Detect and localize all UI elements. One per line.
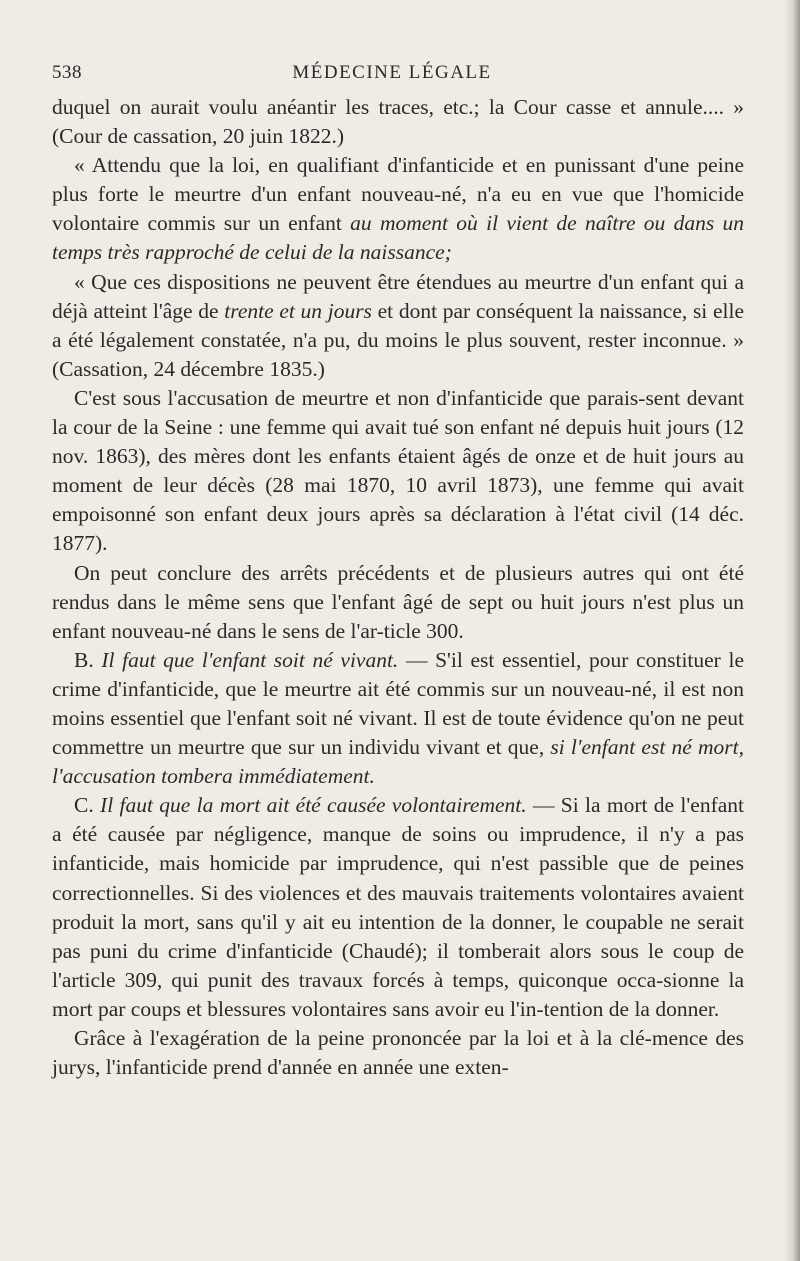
paragraph-6-text: — S'il est essentiel, pour constituer le crime d'infanticide, que le meurtre ait été commis sur un nouveau-né, il est non moins essentiel que l'enfant soit né vivant. Il est de toute évidence qu'on ne peut commettre un meurtre que sur un individu vivant et que,	[52, 647, 744, 760]
paragraph-7-text: — Si la mort de l'enfant a été causée par négligence, manque de soins ou imprudence, il n'y a pas infanticide, mais homicide par imprudence, qui n'est passible que de peines correctionnelles. Si des violences et des mauvais traitements volontaires avaient produit la mort, sans qu'il y ait eu intention de la donner, le coupable ne serait pas puni du crime d'infanticide (Chaudé); il tomberait alors sous le coup de l'article 309, qui punit des travaux forcés à temps, quiconque occa-sionne la mort par coups et blessures volontaires sans avoir eu l'in-tention de la donner.	[52, 793, 744, 1021]
page-header	[52, 62, 732, 86]
section-c-heading: Il faut que la mort ait été causée volontairement.	[100, 793, 527, 818]
body-text	[52, 93, 744, 1082]
paragraph-5: On peut conclure des arrêts précédents et de plusieurs autres qui ont été rendus dans le même sens que l'enfant âgé de sept ou huit jours n'est plus un enfant nouveau-né dans le sens de l'ar-ticle 300.	[52, 560, 744, 643]
paragraph-7	[52, 791, 744, 1024]
paragraph-2-italic: au moment où il vient de naître ou dans un temps très rapproché de celui de la naissance;	[52, 211, 744, 265]
paragraph-1: duquel on aurait voulu anéantir les traces, etc.; la Cour casse et annule.... » (Cour de cassation, 20 juin 1822.)	[52, 95, 744, 149]
paragraph-2-text: « Attendu que la loi, en qualifiant d'infanticide et en punissant d'une peine plus forte le meurtre d'un enfant nouveau-né, n'a eu en vue que l'homicide volontaire commis sur un enfant	[52, 153, 744, 236]
section-b-letter: B.	[74, 647, 102, 672]
page-edge-shadow	[784, 0, 800, 1261]
paragraph-3-text-end: et dont par conséquent la naissance, si elle a été légalement constatée, n'a pu, du moins le plus souvent, rester inconnue. » (Cassation, 24 décembre 1835.)	[52, 298, 745, 381]
section-c-letter: C.	[74, 793, 101, 818]
paragraph-2	[52, 151, 744, 267]
paragraph-8: Grâce à l'exagération de la peine prononcée par la loi et à la clé-mence des jurys, l'infanticide prend d'année en année une exten-	[52, 1026, 744, 1080]
paragraph-6	[52, 646, 744, 791]
page-number: 538	[52, 62, 82, 83]
paragraph-4: C'est sous l'accusation de meurtre et non d'infanticide que parais-sent devant la cour de la Seine : une femme qui avait tué son enfant né depuis huit jours (12 nov. 1863), des mères dont les enfants étaient âgés de onze et de huit jours au moment de leur décès (28 mai 1870, 10 avril 1873), une femme qui avait empoisonné son enfant deux jours après sa déclaration à l'état civil (14 déc. 1877).	[52, 385, 744, 556]
paragraph-3-italic: trente et un jours	[224, 298, 372, 323]
running-title: MÉDECINE LÉGALE	[292, 62, 492, 83]
section-b-heading: Il faut que l'enfant soit né vivant.	[101, 647, 399, 672]
paragraph-6-italic-end: si l'enfant est né mort, l'accusation tombera immédiatement.	[52, 735, 744, 789]
paragraph-3-text-start: « Que ces dispositions ne peuvent être étendues au meurtre d'un enfant qui a déjà atteint l'âge de	[52, 269, 744, 323]
paragraph-3	[52, 268, 744, 384]
